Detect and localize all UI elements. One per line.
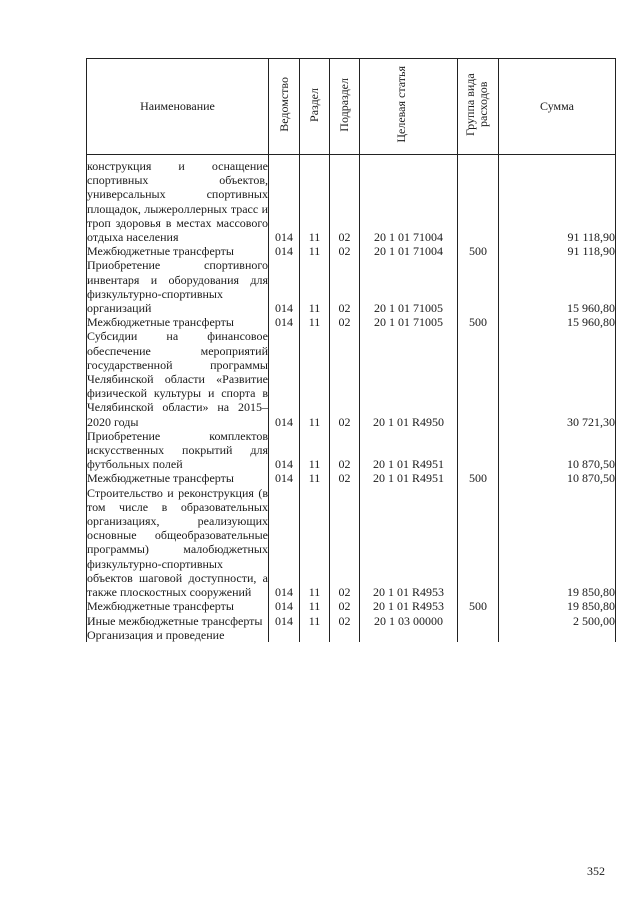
row-section: 11	[300, 429, 330, 472]
row-amount: 19 850,80	[499, 599, 616, 613]
row-department: 014	[269, 599, 300, 613]
header-expense-group: Группа вида расходов	[458, 59, 499, 155]
row-target-item: 20 1 01 71005	[360, 258, 458, 315]
row-expense-group	[458, 258, 499, 315]
row-section: 11	[300, 471, 330, 485]
row-expense-group	[458, 486, 499, 600]
row-subsection: 02	[330, 315, 360, 329]
header-amount: Сумма	[499, 59, 616, 155]
table-row	[87, 429, 616, 472]
row-expense-group	[458, 329, 499, 428]
row-department: 014	[269, 486, 300, 600]
row-department	[269, 628, 300, 642]
row-department: 014	[269, 155, 300, 245]
row-section: 11	[300, 244, 330, 258]
row-section: 11	[300, 599, 330, 613]
table-row	[87, 471, 616, 485]
row-section: 11	[300, 486, 330, 600]
row-subsection: 02	[330, 258, 360, 315]
row-name: Межбюджетные трансферты	[87, 599, 269, 613]
row-amount: 2 500,00	[499, 614, 616, 628]
row-name: Организация и проведение	[87, 628, 269, 642]
row-section	[300, 628, 330, 642]
budget-table-container	[86, 58, 616, 642]
row-section: 11	[300, 258, 330, 315]
row-target-item: 20 1 03 00000	[360, 614, 458, 628]
row-subsection: 02	[330, 486, 360, 600]
row-target-item: 20 1 01 R4953	[360, 599, 458, 613]
row-department: 014	[269, 471, 300, 485]
header-department: Ведомство	[269, 59, 300, 155]
row-target-item: 20 1 01 71005	[360, 315, 458, 329]
row-subsection: 02	[330, 471, 360, 485]
row-subsection: 02	[330, 614, 360, 628]
row-target-item: 20 1 01 R4951	[360, 471, 458, 485]
row-expense-group	[458, 155, 499, 245]
row-name: Межбюджетные трансферты	[87, 244, 269, 258]
table-row	[87, 155, 616, 245]
row-name: Субсидии на финансовое обеспечение мероприятий государственной программы Челябинской области «Развитие физической культуры и спорта в Челябинской области» на 2015–2020 годы	[87, 329, 268, 429]
row-amount: 91 118,90	[499, 155, 616, 245]
row-target-item: 20 1 01 R4953	[360, 486, 458, 600]
row-department: 014	[269, 329, 300, 428]
row-expense-group: 500	[458, 471, 499, 485]
row-department: 014	[269, 315, 300, 329]
header-name: Наименование	[87, 59, 269, 155]
page-number: 352	[587, 864, 605, 878]
row-expense-group: 500	[458, 315, 499, 329]
row-name: Иные межбюджетные трансферты	[87, 614, 269, 628]
row-expense-group	[458, 628, 499, 642]
row-department: 014	[269, 614, 300, 628]
row-name: Межбюджетные трансферты	[87, 471, 269, 485]
row-target-item: 20 1 01 R4950	[360, 329, 458, 428]
row-name: Строительство и реконструкция (в том числе в образовательных организациях, реализующих основные общеобразовательные программы) малобюджетных физкультурно-спортивных объектов шаговой доступности, а также плоскостных сооружений	[87, 485, 268, 600]
row-name: Приобретение спортивного инвентаря и оборудования для физкультурно-спортивных организаций	[87, 258, 268, 316]
table-row	[87, 329, 616, 428]
row-expense-group: 500	[458, 599, 499, 613]
row-target-item: 20 1 01 71004	[360, 244, 458, 258]
row-amount	[499, 628, 616, 642]
row-department: 014	[269, 429, 300, 472]
row-amount: 15 960,80	[499, 258, 616, 315]
row-subsection	[330, 628, 360, 642]
row-section: 11	[300, 329, 330, 428]
row-department: 014	[269, 258, 300, 315]
row-expense-group	[458, 429, 499, 472]
row-subsection: 02	[330, 599, 360, 613]
row-subsection: 02	[330, 155, 360, 245]
table-row	[87, 599, 616, 613]
row-amount: 10 870,50	[499, 471, 616, 485]
row-amount: 91 118,90	[499, 244, 616, 258]
header-subsection: Подраздел	[330, 59, 360, 155]
table-header-row	[87, 59, 616, 155]
row-section: 11	[300, 614, 330, 628]
row-amount: 15 960,80	[499, 315, 616, 329]
row-target-item: 20 1 01 R4951	[360, 429, 458, 472]
row-name: конструкция и оснащение спортивных объектов, универсальных спортивных площадок, лыжероллерных трасс и троп здоровья в местах массового отдыха населения	[87, 155, 269, 245]
header-section: Раздел	[300, 59, 330, 155]
header-target-item: Целевая статья	[360, 59, 458, 155]
budget-table	[86, 58, 616, 642]
row-amount: 19 850,80	[499, 486, 616, 600]
table-row	[87, 244, 616, 258]
row-target-item: 20 1 01 71004	[360, 155, 458, 245]
row-section: 11	[300, 155, 330, 245]
row-amount: 30 721,30	[499, 329, 616, 428]
table-row	[87, 486, 616, 600]
row-target-item	[360, 628, 458, 642]
table-row	[87, 628, 616, 642]
row-amount: 10 870,50	[499, 429, 616, 472]
row-name: Приобретение комплектов искусственных покрытий для футбольных полей	[87, 428, 268, 472]
table-row	[87, 614, 616, 628]
row-section: 11	[300, 315, 330, 329]
row-subsection: 02	[330, 329, 360, 428]
row-department: 014	[269, 244, 300, 258]
row-expense-group: 500	[458, 244, 499, 258]
row-expense-group	[458, 614, 499, 628]
row-subsection: 02	[330, 244, 360, 258]
row-subsection: 02	[330, 429, 360, 472]
table-row	[87, 258, 616, 315]
row-name: Межбюджетные трансферты	[87, 315, 269, 329]
table-row	[87, 315, 616, 329]
